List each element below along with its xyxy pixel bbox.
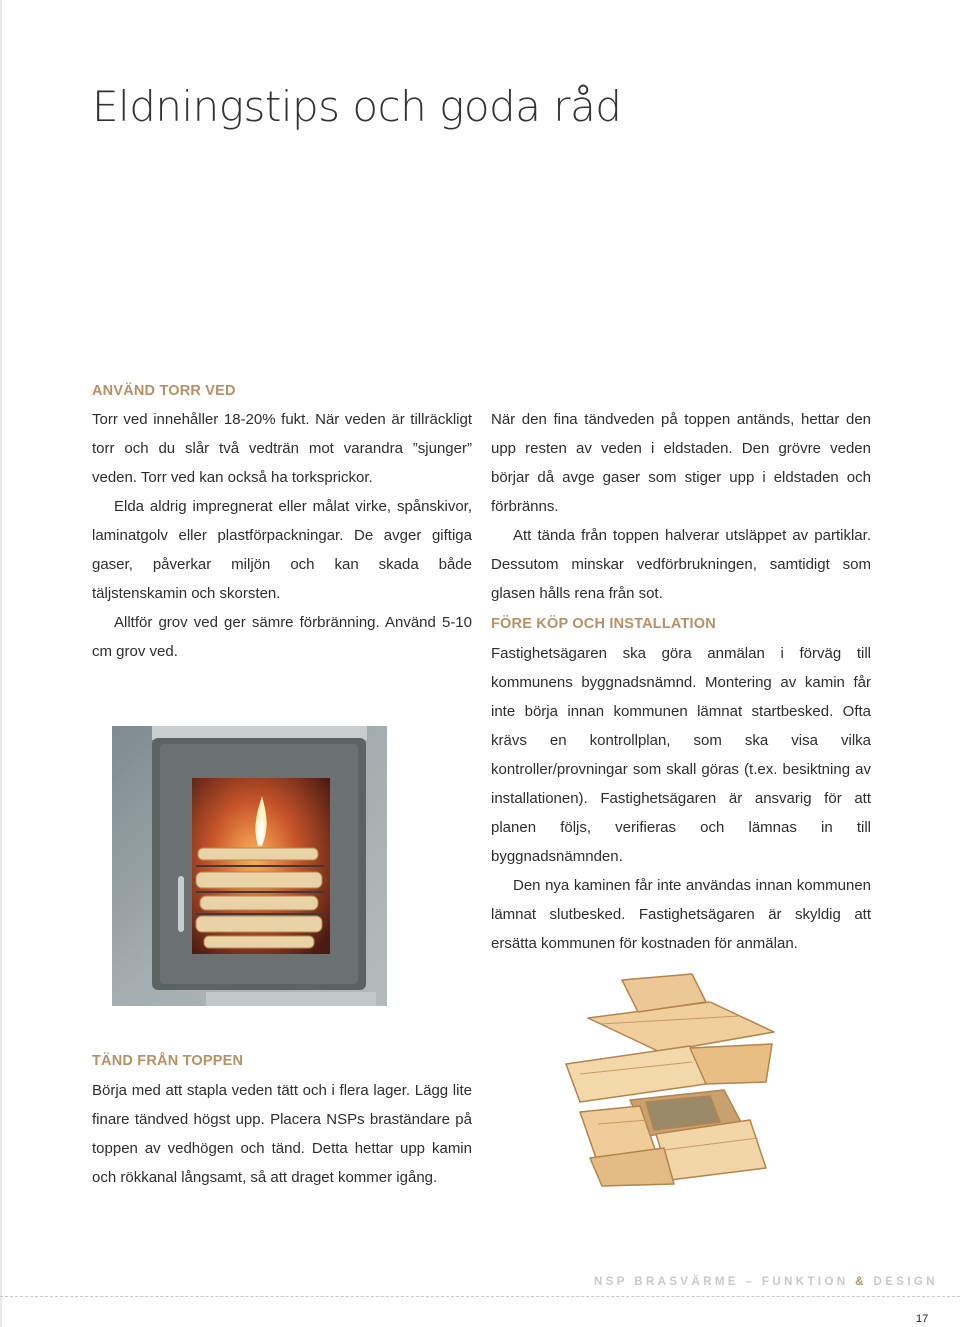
footer-brand <box>594 1276 938 1288</box>
footer-brand-text: NSP BRASVÄRME – FUNKTION <box>594 1276 849 1288</box>
fore-kop-text <box>491 639 871 958</box>
page-title: Eldningstips och goda råd <box>92 82 622 131</box>
page-number: 17 <box>916 1313 929 1325</box>
tanding-paragraph-2: Att tända från toppen halverar utsläppet av partiklar. Dessutom minskar vedförbrukningen, samtidigt som glasen hålls rena från sot. <box>491 527 871 602</box>
tanding-paragraph-1: När den fina tändveden på toppen antänds, hettar den upp resten av veden i eldstaden. Den grövre veden börjar då avge gaser som stiger upp i eldstaden och förbränns. <box>491 411 871 515</box>
tand-text <box>92 1076 472 1192</box>
firewood-photo <box>560 972 780 1187</box>
torr-ved-paragraph-3: Alltför grov ved ger sämre förbränning. Använd 5-10 cm grov ved. <box>92 614 472 660</box>
torr-ved-paragraph-1: Torr ved innehåller 18-20% fukt. När veden är tillräckligt torr och du slår två vedträn mot varandra ”sjunger” veden. Torr ved kan också ha torksprickor. <box>92 411 472 486</box>
fore-kop-paragraph-2: Den nya kaminen får inte användas innan kommunen lämnat slutbesked. Fastighetsägaren är skyldig att ersätta kommunen för kostnaden för anmälan. <box>491 877 871 952</box>
section-heading-tand: TÄND FRÅN TOPPEN <box>92 1053 244 1069</box>
tanding-text <box>491 405 871 608</box>
section-heading-fore-kop: FÖRE KÖP OCH INSTALLATION <box>491 616 716 632</box>
torr-ved-text <box>92 405 472 666</box>
stove-photo <box>112 726 387 1006</box>
footer-brand-end: DESIGN <box>873 1276 938 1288</box>
page-edge-rule <box>0 0 2 1327</box>
torr-ved-paragraph-2: Elda aldrig impregnerat eller målat virke, spånskivor, laminatgolv eller plastförpackningar. De avger giftiga gaser, påverkar miljön och kan skada både täljstenskamin och skorsten. <box>92 498 472 602</box>
fore-kop-paragraph-1: Fastighetsägaren ska göra anmälan i förväg till kommunens byggnadsnämnd. Montering av kamin får inte börja innan kommunen lämnat startbesked. Ofta krävs en kontrollplan, som ska visa vilka kontroller/provningar som skall göras (t.ex. besiktning av installationen). Fastighetsägaren är ansvarig för att planen följs, verifieras och lämnas in till byggnadsnämnden. <box>491 645 871 865</box>
footer-ampersand: & <box>855 1276 867 1288</box>
tand-paragraph-1: Börja med att stapla veden tätt och i flera lager. Lägg lite finare tändved högst upp. Placera NSPs braständare på toppen av vedhögen och tänd. Detta hettar upp kamin och rökkanal långsamt, så att draget kommer igång. <box>92 1082 472 1186</box>
footer-divider <box>0 1296 960 1297</box>
section-heading-torr-ved: ANVÄND TORR VED <box>92 383 236 399</box>
